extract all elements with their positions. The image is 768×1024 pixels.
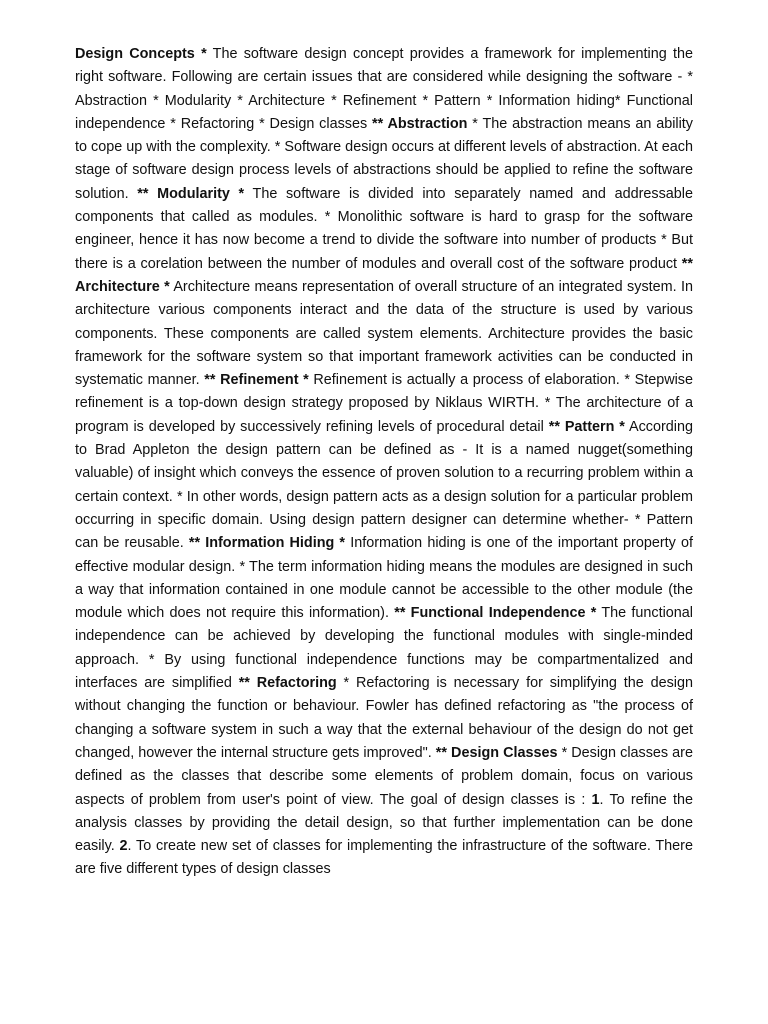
text-information-hiding: Information hiding is one of the important property of effective modular design. * The term information hiding means the modules are designed in such a way that information contained in one module cannot be accessible to the other module (the module which does not require this information). bbox=[75, 535, 694, 622]
heading-refactoring: ** Refactoring bbox=[238, 675, 337, 692]
text-modularity: The software is divided into separately named and addressable components that called as modules. * Monolithic software is hard to grasp for the software engineer, hence it has now become a trend to divide the software into number of products * But there is a corelation between the number of modules and overall cost of the software product bbox=[75, 185, 693, 272]
heading-design-classes: ** Design Classes bbox=[435, 744, 558, 761]
heading-functional-independence: ** Functional Independence * bbox=[394, 605, 597, 622]
heading-abstraction: ** Abstraction bbox=[372, 115, 468, 132]
heading-information-hiding: ** Information Hiding * bbox=[188, 535, 346, 552]
text-refactoring: * Refactoring is necessary for simplifying the design without changing the function or behaviour. Fowler has defined refactoring as "the process of changing a software system in such a way that the external behaviour of the design do not get changed, however the internal structure gets improved". bbox=[75, 675, 693, 761]
text-architecture: Architecture means representation of overall structure of an integrated system. In architecture various components interact and the data of the structure is used by various components. These components are called system elements. Architecture provides the basic framework for the software system so that important framework activities can be conducted in systematic manner. bbox=[75, 278, 693, 389]
text-refinement: Refinement is actually a process of elaboration. * Stepwise refinement is a top-down design strategy proposed by Niklaus WIRTH. * The architecture of a program is developed by successively refining levels of procedural detail bbox=[75, 372, 693, 435]
document-body-text bbox=[75, 43, 693, 882]
list-number-2: 2 bbox=[119, 838, 128, 855]
heading-architecture: ** Architecture * bbox=[75, 255, 693, 295]
text-design-classes: * Design classes are defined as the classes that describe some elements of problem domain, focus on various aspects of problem from user's point of view. The goal of design classes is : bbox=[75, 744, 693, 808]
text-functional-independence: The functional independence can be achieved by developing the functional modules with single-minded approach. * By using functional independence functions may be compartmentalized and interfaces are simplified bbox=[75, 605, 693, 692]
text-intro: The software design concept provides a framework for implementing the right software. Following are certain issues that are considered while designing the software - * Abstraction * Modularity * Architecture * Refinement * Pattern * Information hiding* Functional independence * Refactoring * Design classes bbox=[75, 46, 693, 132]
heading-pattern: ** Pattern * bbox=[548, 418, 625, 435]
heading-design-concepts: Design Concepts * bbox=[75, 46, 207, 62]
heading-refinement: ** Refinement * bbox=[204, 372, 309, 389]
text-pattern: According to Brad Appleton the design pattern can be defined as - It is a named nugget(something valuable) of insight which conveys the essence of proven solution to a recurring problem within a certain context. * In other words, design pattern acts as a design solution for a particular problem occurring in specific domain. Using design pattern designer can determine whether- * Pattern can be reusable. bbox=[75, 418, 693, 552]
text-abstraction: * The abstraction means an ability to cope up with the complexity. * Software design occurs at different levels of abstraction. At each stage of software design process levels of abstractions should be applied to refine the software solution. bbox=[75, 115, 693, 202]
text-goal-2: . To create new set of classes for implementing the infrastructure of the software. There are five different types of design classes bbox=[75, 838, 693, 878]
heading-modularity: ** Modularity * bbox=[137, 185, 245, 202]
list-number-1: 1 bbox=[591, 791, 600, 808]
text-goal-1: . To refine the analysis classes by providing the detail design, so that further implementation can be done easily. bbox=[75, 791, 693, 855]
